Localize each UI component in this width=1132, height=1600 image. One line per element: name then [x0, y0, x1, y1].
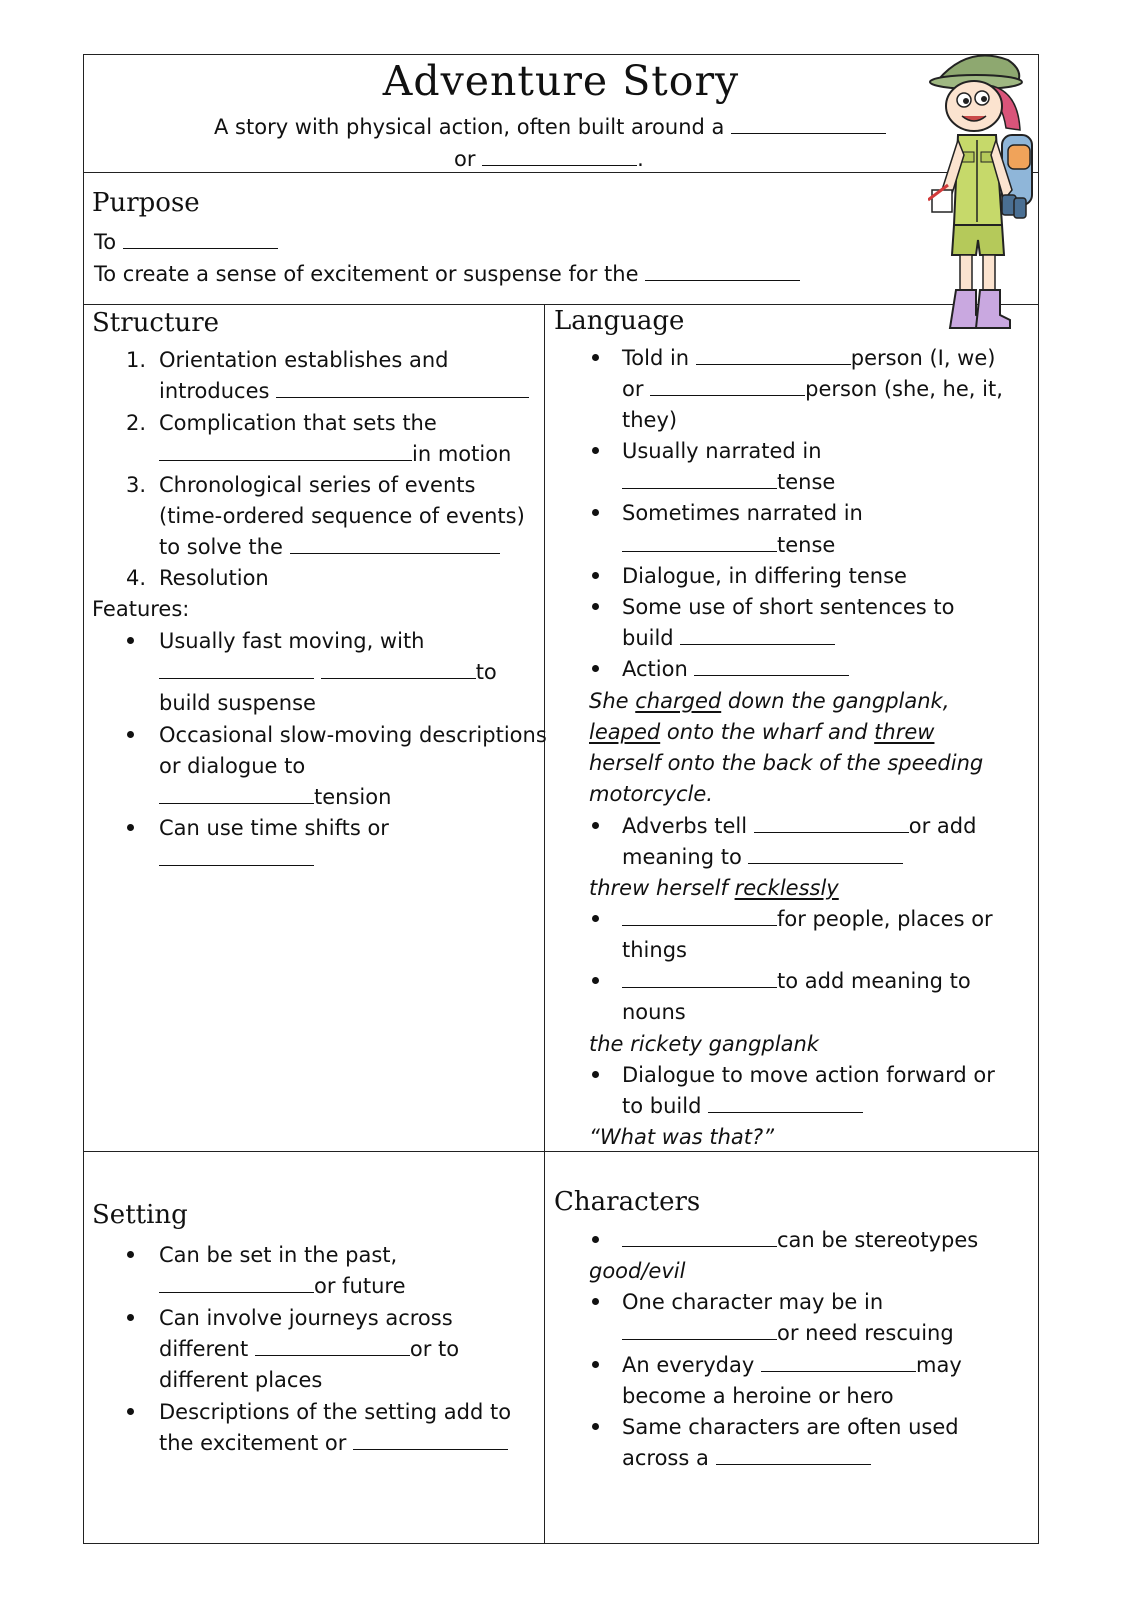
structure-number-1: 1. [126, 348, 147, 372]
structure-item-2b: in motion [159, 440, 511, 468]
characters-4b: across a [622, 1444, 871, 1472]
bullet [127, 637, 134, 644]
page-title: Adventure Story [382, 57, 740, 105]
setting-1b: or future [159, 1272, 406, 1300]
purpose-divider [84, 304, 1038, 305]
example-2: threw herself recklessly [589, 876, 839, 900]
bullet [592, 603, 599, 610]
bullet [592, 822, 599, 829]
language-1b: or person (she, he, it, [622, 377, 1003, 401]
example-1d: motorcycle. [589, 782, 713, 806]
bullet [592, 915, 599, 922]
example-3: the rickety gangplank [589, 1032, 819, 1056]
language-7b: meaning to [622, 843, 903, 871]
language-3a: Sometimes narrated in [622, 501, 863, 525]
setting-3b: the excitement or [159, 1429, 508, 1457]
language-6: Action [622, 655, 849, 683]
language-5a: Some use of short sentences to [622, 595, 955, 619]
feature-2b: or dialogue to [159, 754, 306, 778]
characters-heading: Characters [554, 1187, 701, 1217]
characters-3a: An everyday may [622, 1353, 962, 1377]
characters-example: good/evil [589, 1259, 686, 1283]
features-label: Features: [92, 597, 190, 621]
language-9a: to add meaning to [622, 967, 971, 995]
structure-item-3a: Chronological series of events [159, 473, 476, 497]
setting-1a: Can be set in the past, [159, 1243, 398, 1267]
setting-heading: Setting [92, 1200, 188, 1230]
feature-1c: build suspense [159, 691, 316, 715]
characters-2a: One character may be in [622, 1290, 884, 1314]
feature-3a: Can use time shifts or [159, 816, 389, 840]
language-8b: things [622, 938, 687, 962]
feature-1a: Usually fast moving, with [159, 629, 425, 653]
language-3b: tense [622, 531, 835, 559]
feature-2a: Occasional slow-moving descriptions [159, 723, 547, 747]
setting-2c: different places [159, 1368, 323, 1392]
bullet [127, 731, 134, 738]
purpose-line-1: To [94, 228, 278, 256]
bullet [127, 1314, 134, 1321]
language-10b: to build [622, 1092, 863, 1120]
structure-item-3c: to solve the [159, 533, 500, 561]
bullet [592, 1423, 599, 1430]
language-7a: Adverbs tell or add [622, 814, 977, 838]
characters-1: can be stereotypes [622, 1226, 978, 1254]
structure-number-3: 3. [126, 473, 147, 497]
bullet [127, 1408, 134, 1415]
bullet [592, 509, 599, 516]
setting-2b: different or to [159, 1337, 460, 1361]
middle-divider [84, 1151, 1038, 1152]
structure-number-4: 4. [126, 566, 147, 590]
subtitle-line-2: or . [454, 147, 644, 171]
example-1c: herself onto the back of the speeding [589, 751, 984, 775]
language-9b: nouns [622, 1000, 686, 1024]
language-2b: tense [622, 468, 835, 496]
setting-2a: Can involve journeys across [159, 1306, 453, 1330]
feature-2c: tension [159, 783, 391, 811]
language-heading: Language [554, 306, 685, 336]
bullet [592, 1361, 599, 1368]
bullet [592, 1236, 599, 1243]
bullet [592, 977, 599, 984]
language-8a: for people, places or [622, 905, 993, 933]
bullet [127, 824, 134, 831]
language-1a: Told in person (I, we) [622, 346, 996, 370]
example-1a: She charged down the gangplank, [589, 689, 950, 713]
purpose-line-2: To create a sense of excitement or suspense for the [94, 260, 800, 288]
example-1b: leaped onto the wharf and threw [589, 720, 935, 744]
bullet [592, 572, 599, 579]
bullet [127, 1251, 134, 1258]
structure-number-2: 2. [126, 411, 147, 435]
structure-heading: Structure [92, 308, 220, 338]
characters-4a: Same characters are often used [622, 1415, 959, 1439]
setting-3a: Descriptions of the setting add to [159, 1400, 512, 1424]
structure-item-1a: Orientation establishes and [159, 348, 449, 372]
bullet [592, 354, 599, 361]
language-2a: Usually narrated in [622, 439, 822, 463]
language-1c: they) [622, 408, 678, 432]
column-divider [544, 304, 545, 1544]
bullet [592, 1071, 599, 1078]
example-4: “What was that?” [589, 1125, 775, 1149]
bullet [592, 447, 599, 454]
worksheet [83, 54, 1039, 1544]
characters-3b: become a heroine or hero [622, 1384, 894, 1408]
language-10a: Dialogue to move action forward or [622, 1063, 995, 1087]
purpose-heading: Purpose [92, 188, 200, 218]
feature-1b: to [159, 658, 497, 686]
language-5b: build [622, 624, 835, 652]
structure-item-4: Resolution [159, 566, 269, 590]
structure-item-2a: Complication that sets the [159, 411, 437, 435]
bullet [592, 665, 599, 672]
language-4: Dialogue, in differing tense [622, 564, 907, 588]
structure-item-3b: (time-ordered sequence of events) [159, 504, 525, 528]
subtitle-line-1: A story with physical action, often built around a [214, 113, 886, 141]
structure-item-1b: introduces [159, 377, 529, 405]
feature-3b [159, 845, 314, 873]
bullet [592, 1298, 599, 1305]
characters-2b: or need rescuing [622, 1319, 954, 1347]
explorer-illustration [928, 40, 1056, 340]
